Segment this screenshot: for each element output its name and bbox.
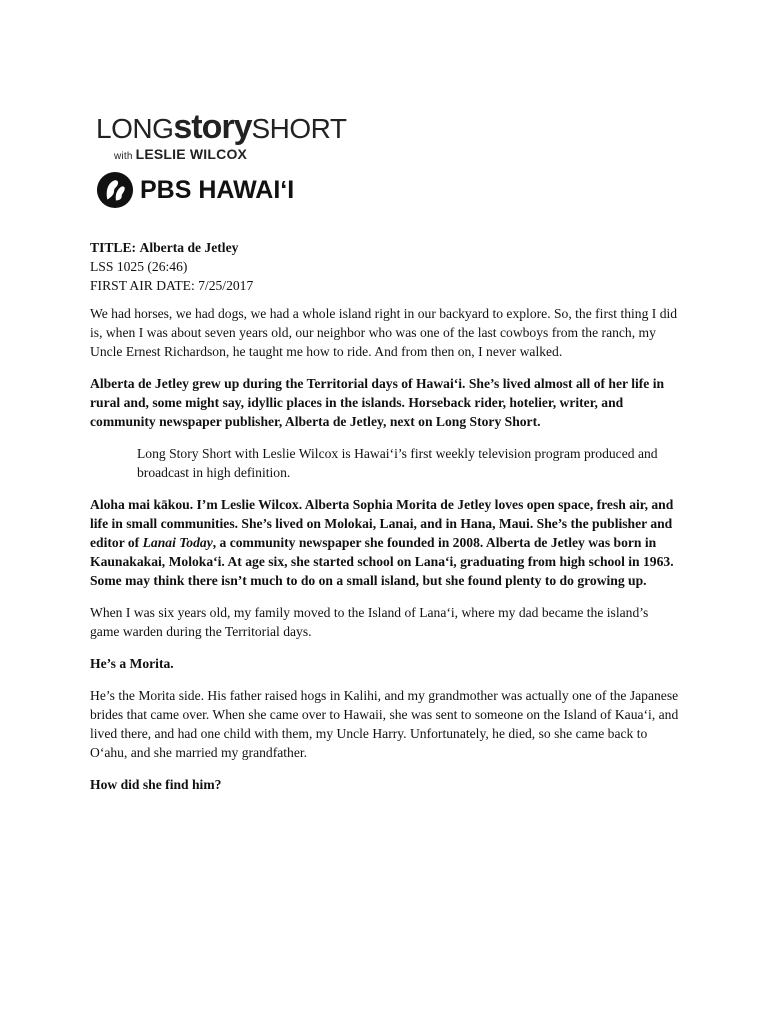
paragraph-7: He’s the Morita side. His father raised hogs in Kalihi, and my grandmother was actually one of the Japanese brides that came over. When she came over to Hawaii, she was sent to someone on the Island of Kauaʻi, and lived there, and had one child with them, my Uncle Harry. Unfortunately, he died, so she came back to Oʻahu, and she married my grandfather. xyxy=(90,688,679,760)
pbs-head-icon xyxy=(96,171,134,209)
first-air-date: FIRST AIR DATE: 7/25/2017 xyxy=(90,278,254,293)
lss-wordmark xyxy=(96,110,347,144)
lss-story-text: story xyxy=(173,108,252,146)
long-story-short-logo xyxy=(96,110,347,162)
paragraph-4-part-a: Aloha mai kākou. I’m Leslie Wilcox. Alberta Sophia Morita de Jetley loves open space, fresh air, and life in small communities. She’s lived on Molokai, Lanai, and in Hana, Maui. She’s the publisher and editor of xyxy=(90,497,674,550)
lss-host-line xyxy=(114,146,347,162)
paragraph-8-question: How did she find him? xyxy=(90,777,222,792)
paragraph-4-part-b: , a community newspaper she founded in 2008. Alberta de Jetley was born in Kaunakakai, Molokaʻi. At age six, she started school on Lanaʻi, graduating from high school in 1963. Some may think there isn’t much to do on a small island, but she found plenty to do growing up. xyxy=(90,535,674,588)
paragraph-3-program-note: Long Story Short with Leslie Wilcox is Hawaiʻi’s first weekly television program produced and broadcast in high definition. xyxy=(137,446,658,480)
lss-with-text: with xyxy=(114,151,133,162)
lss-short-text: SHORT xyxy=(251,113,347,144)
title-line xyxy=(90,238,680,257)
newspaper-title: Lanai Today xyxy=(142,535,213,550)
transcript-body xyxy=(90,238,680,807)
paragraph-1: We had horses, we had dogs, we had a whole island right in our backyard to explore. So, the first thing I did is, when I was about seven years old, our neighbor who was one of the last cowboys from the ranch, my Uncle Ernest Richardson, he taught me how to ride. And from then on, I never walked. xyxy=(90,306,678,359)
title-label: TITLE: xyxy=(90,240,137,255)
pbs-hawaii-logo xyxy=(96,171,294,209)
lss-host-name: LESLIE WILCOX xyxy=(135,146,248,162)
paragraph-6-question: He’s a Morita. xyxy=(90,656,174,671)
episode-header xyxy=(90,238,680,295)
paragraph-4-host-intro xyxy=(90,495,680,590)
lss-long-text: LONG xyxy=(96,113,174,144)
title-value: Alberta de Jetley xyxy=(139,240,239,255)
pbs-hawaii-text: PBS HAWAIʻI xyxy=(140,175,295,204)
episode-code: LSS 1025 (26:46) xyxy=(90,259,188,274)
paragraph-2-intro: Alberta de Jetley grew up during the Territorial days of Hawaiʻi. She’s lived almost all of her life in rural and, some might say, idyllic places in the islands. Horseback rider, hotelier, writer, and community newspaper publisher, Alberta de Jetley, next on Long Story Short. xyxy=(90,376,665,429)
paragraph-5: When I was six years old, my family moved to the Island of Lanaʻi, where my dad became the island’s game warden during the Territorial days. xyxy=(90,605,649,639)
